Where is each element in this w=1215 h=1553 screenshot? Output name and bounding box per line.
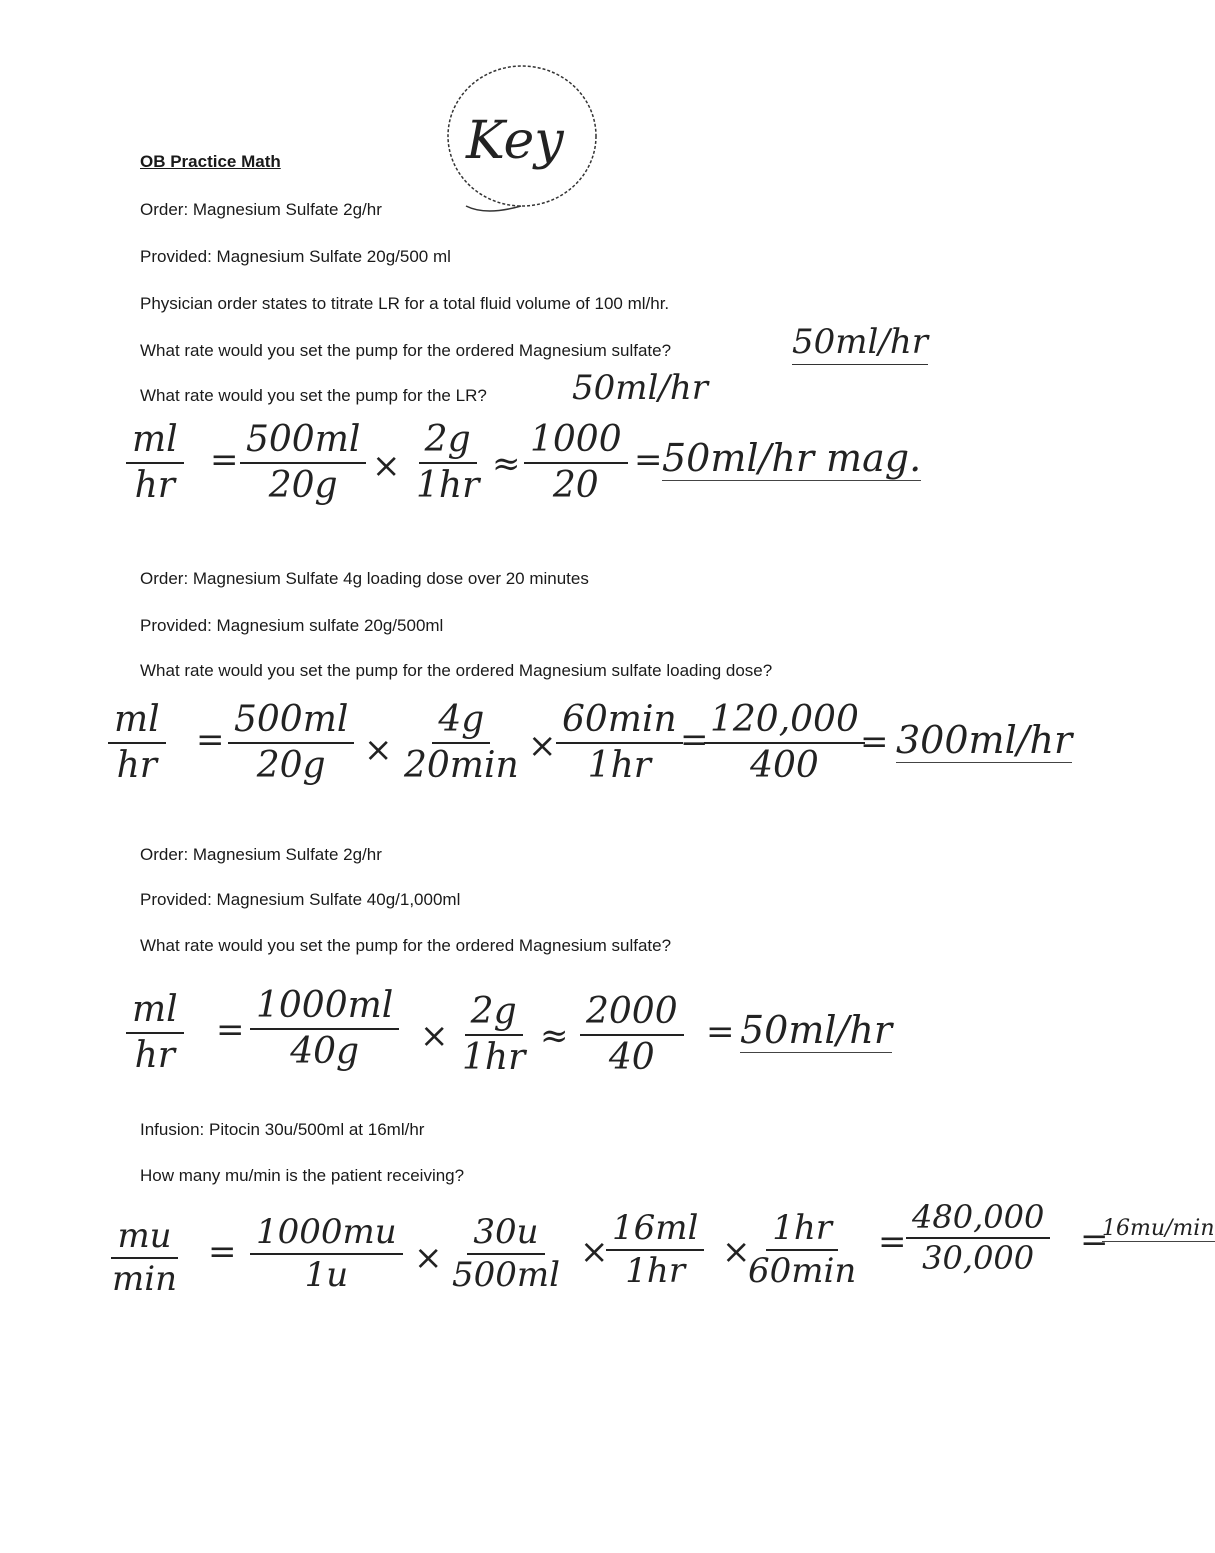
p1-eq-2: = xyxy=(634,440,663,480)
p1-f1-num: 500ml xyxy=(240,420,366,464)
p4-fraction-2 xyxy=(446,1214,566,1295)
p4-lhs-den: min xyxy=(112,1259,178,1300)
p3-times: × xyxy=(420,1016,449,1056)
p3-eq: = xyxy=(216,1010,245,1050)
p1-fraction-1 xyxy=(240,420,366,505)
p4-lhs-num: mu xyxy=(111,1218,177,1259)
p2-f4-num: 120,000 xyxy=(704,700,865,744)
p2-f3-den: 1hr xyxy=(587,744,651,786)
p2-lhs-den: hr xyxy=(116,744,158,786)
p1-f3-num: 1000 xyxy=(524,420,628,464)
p3-result: 50ml/hr xyxy=(740,1008,892,1052)
p1-order: Order: Magnesium Sulfate 2g/hr xyxy=(140,200,382,219)
p4-f2-num: 30u xyxy=(467,1214,544,1255)
p2-fraction-3 xyxy=(556,700,683,785)
p1-note: Physician order states to titrate LR for a total fluid volume of 100 ml/hr. xyxy=(140,294,670,313)
p2-f1-num: 500ml xyxy=(228,700,354,744)
p4-f4-num: 1hr xyxy=(766,1210,838,1251)
p3-eq-2: = xyxy=(706,1012,735,1052)
p4-f5-den: 30,000 xyxy=(922,1239,1035,1278)
p1-lhs-den: hr xyxy=(134,464,176,506)
p4-f3-den: 1hr xyxy=(625,1251,686,1292)
p2-f3-num: 60min xyxy=(556,700,683,744)
p1-answer-1: 50ml/hr xyxy=(792,322,928,365)
p3-question-1: What rate would you set the pump for the ordered Magnesium sulfate? xyxy=(140,936,672,955)
p3-f2-num: 2g xyxy=(465,992,523,1036)
p4-infusion: Infusion: Pitocin 30u/500ml at 16ml/hr xyxy=(140,1120,425,1139)
p3-f2-den: 1hr xyxy=(462,1036,526,1078)
p3-fraction-2 xyxy=(456,992,531,1077)
p2-eq: = xyxy=(196,720,225,760)
p3-f1-den: 40g xyxy=(290,1030,360,1072)
p3-lhs-den: hr xyxy=(134,1034,176,1076)
p1-answer-2: 50ml/hr xyxy=(572,368,708,408)
p4-fraction-4 xyxy=(742,1210,862,1291)
p1-provided: Provided: Magnesium Sulfate 20g/500 ml xyxy=(140,247,451,266)
p4-lhs xyxy=(106,1218,183,1299)
p4-f1-num: 1000mu xyxy=(250,1214,403,1255)
p2-times: × xyxy=(364,730,393,770)
p2-f4-den: 400 xyxy=(750,744,819,786)
p2-times-2: × xyxy=(528,726,557,766)
p1-lhs xyxy=(126,420,184,505)
p3-fraction-3 xyxy=(580,992,684,1077)
p2-fraction-4 xyxy=(704,700,865,785)
p4-times: × xyxy=(414,1238,443,1278)
p2-fraction-2 xyxy=(398,700,525,785)
p2-question-1: What rate would you set the pump for the ordered Magnesium sulfate loading dose? xyxy=(140,661,773,680)
p2-lhs-num: ml xyxy=(108,700,166,744)
p2-f2-den: 20min xyxy=(404,744,519,786)
p2-eq-3: = xyxy=(860,722,889,762)
p1-f3-den: 20 xyxy=(552,464,599,506)
p3-order: Order: Magnesium Sulfate 2g/hr xyxy=(140,845,382,864)
p2-provided: Provided: Magnesium sulfate 20g/500ml xyxy=(140,616,444,635)
p4-eq: = xyxy=(208,1232,237,1272)
page-title: OB Practice Math xyxy=(140,152,281,171)
p4-eq-2: = xyxy=(878,1222,907,1262)
p1-eq: = xyxy=(210,440,239,480)
p2-eq-2: = xyxy=(680,720,709,760)
p1-fraction-2 xyxy=(410,420,485,505)
p2-f1-den: 20g xyxy=(256,744,326,786)
p1-result: 50ml/hr mag. xyxy=(662,436,922,480)
p4-fraction-1 xyxy=(250,1214,403,1295)
p1-lhs-num: ml xyxy=(126,420,184,464)
p3-f3-num: 2000 xyxy=(580,992,684,1036)
p3-f1-num: 1000ml xyxy=(250,986,399,1030)
p4-times-3: × xyxy=(722,1232,751,1272)
p1-fraction-3 xyxy=(524,420,628,505)
p4-f2-den: 500ml xyxy=(452,1255,561,1296)
p1-f1-den: 20g xyxy=(268,464,338,506)
p4-f3-num: 16ml xyxy=(606,1210,704,1251)
p4-fraction-5 xyxy=(906,1200,1050,1276)
p1-f2-den: 1hr xyxy=(416,464,480,506)
p3-provided: Provided: Magnesium Sulfate 40g/1,000ml xyxy=(140,890,461,909)
p1-question-2: What rate would you set the pump for the LR? xyxy=(140,386,487,405)
p3-approx: ≈ xyxy=(540,1016,569,1056)
p2-order: Order: Magnesium Sulfate 4g loading dose over 20 minutes xyxy=(140,569,589,588)
svg-text:Key: Key xyxy=(466,111,564,171)
p4-result: 16mu/min xyxy=(1102,1216,1215,1241)
p4-f4-den: 60min xyxy=(748,1251,857,1292)
p4-eq-3: = xyxy=(1080,1220,1109,1260)
p2-f2-num: 4g xyxy=(432,700,490,744)
p4-fraction-3 xyxy=(606,1210,704,1291)
p3-fraction-1 xyxy=(250,986,399,1071)
p2-result: 300ml/hr xyxy=(896,718,1073,762)
p4-f1-den: 1u xyxy=(304,1255,349,1296)
p1-f2-num: 2g xyxy=(419,420,477,464)
p1-question-1: What rate would you set the pump for the ordered Magnesium sulfate? xyxy=(140,341,672,360)
p2-lhs xyxy=(108,700,166,785)
p4-f5-num: 480,000 xyxy=(906,1200,1050,1239)
key-stamp xyxy=(436,58,606,223)
p4-question-1: How many mu/min is the patient receiving? xyxy=(140,1166,465,1185)
p2-fraction-1 xyxy=(228,700,354,785)
p1-times: × xyxy=(372,446,401,486)
p3-f3-den: 40 xyxy=(608,1036,655,1078)
p3-lhs-num: ml xyxy=(126,990,184,1034)
p3-lhs xyxy=(126,990,184,1075)
p4-times-2: × xyxy=(580,1232,609,1272)
p1-approx: ≈ xyxy=(492,444,521,484)
